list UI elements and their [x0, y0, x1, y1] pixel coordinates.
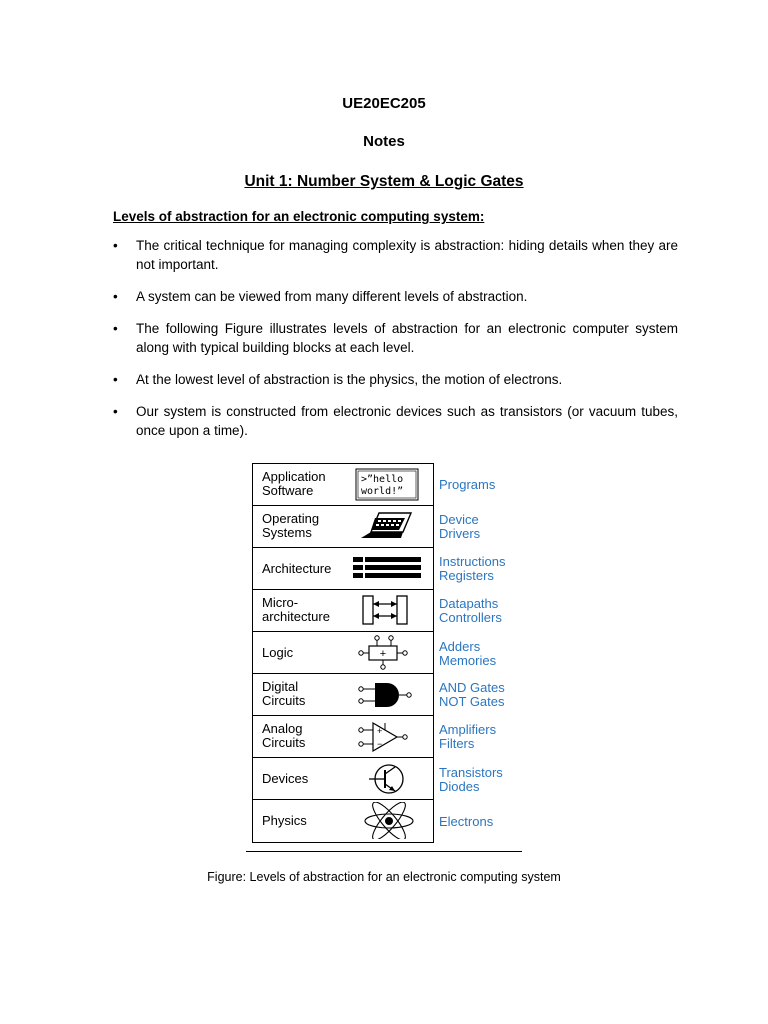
- laptop-icon: [351, 508, 423, 545]
- bullet-item: • Our system is constructed from electronic devices such as transistors (or vacuum tubes, once upon a time).: [113, 402, 678, 440]
- level-label: Application Software: [262, 469, 326, 498]
- level-row-devices: [253, 758, 433, 800]
- bullet-list: [113, 236, 678, 453]
- bullet-item: • At the lowest level of abstraction is the physics, the motion of electrons.: [113, 370, 678, 389]
- atom-icon: [351, 802, 423, 839]
- level-label: Analog Circuits: [262, 721, 306, 750]
- level-row-microarchitecture: [253, 590, 433, 632]
- bullet-item: • The critical technique for managing complexity is abstraction: hiding details when they are not important.: [113, 236, 678, 274]
- section-heading: Levels of abstraction for an electronic computing system:: [113, 209, 485, 224]
- hello-world-code-icon: [351, 466, 423, 503]
- transistor-icon: [351, 760, 423, 797]
- level-label: Logic: [262, 645, 294, 660]
- level-row-application-software: [253, 464, 433, 506]
- building-block-gates: AND Gates NOT Gates: [439, 680, 505, 709]
- level-label: Operating Systems: [262, 511, 320, 540]
- building-block-programs: Programs: [439, 477, 496, 492]
- amp-plus-symbol: +: [377, 726, 383, 736]
- building-block-datapaths-controllers: Datapaths Controllers: [439, 596, 502, 625]
- unit-title: Unit 1: Number System & Logic Gates: [244, 173, 524, 190]
- building-block-instructions-registers: Instructions Registers: [439, 554, 506, 583]
- level-row-operating-systems: [253, 506, 433, 548]
- building-block-device-drivers: Device Drivers: [439, 512, 481, 541]
- level-label: Digital Circuits: [262, 679, 306, 708]
- figure-caption: Figure: Levels of abstraction for an electronic computing system: [207, 870, 561, 884]
- level-label: Devices: [262, 771, 309, 786]
- code-line-2: world!”: [361, 486, 404, 497]
- notes-title: Notes: [363, 133, 405, 150]
- and-gate-icon: [351, 676, 423, 713]
- course-code: UE20EC205: [342, 95, 426, 112]
- level-row-analog-circuits: [253, 716, 433, 758]
- amp-minus-symbol: −: [377, 739, 383, 749]
- building-block-amplifiers-filters: Amplifiers Filters: [439, 722, 497, 751]
- bullet-item: • A system can be viewed from many different levels of abstraction.: [113, 287, 678, 306]
- instruction-registers-icon: [351, 550, 423, 587]
- code-line-1: >”hello: [361, 474, 404, 485]
- bullet-item: • The following Figure illustrates levels of abstraction for an electronic computer system along with typical building blocks at each level.: [113, 319, 678, 357]
- building-block-electrons: Electrons: [439, 814, 494, 829]
- level-row-digital-circuits: [253, 674, 433, 716]
- datapath-icon: [351, 592, 423, 629]
- figure-rule: [246, 851, 522, 852]
- amplifier-icon: [351, 718, 423, 755]
- level-row-logic: [253, 632, 433, 674]
- adder-plus-symbol: +: [379, 648, 387, 660]
- adder-icon: [351, 634, 423, 671]
- level-label: Physics: [262, 813, 307, 828]
- building-block-transistors-diodes: Transistors Diodes: [439, 765, 503, 794]
- level-row-architecture: [253, 548, 433, 590]
- abstraction-levels-figure: [252, 463, 434, 843]
- level-label: Architecture: [262, 561, 332, 576]
- level-row-physics: [253, 800, 433, 842]
- level-label: Micro- architecture: [262, 595, 330, 624]
- building-block-adders-memories: Adders Memories: [439, 639, 497, 668]
